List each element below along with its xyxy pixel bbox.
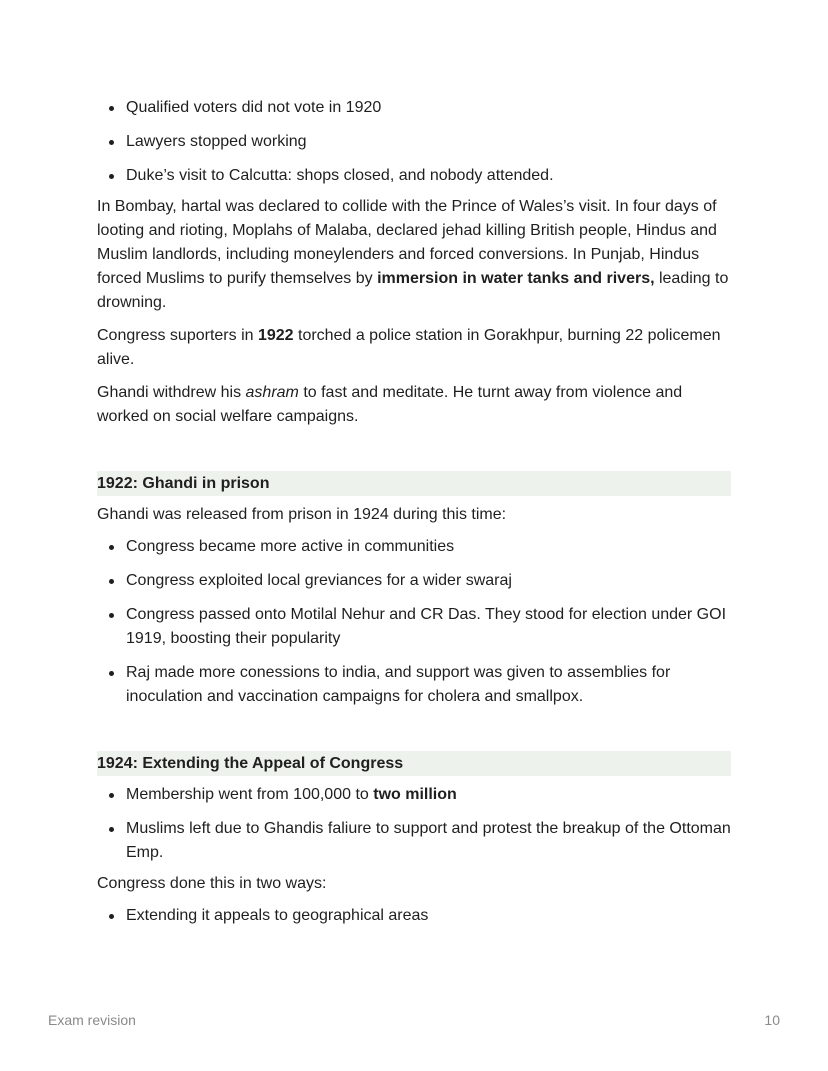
bold-text: two million <box>373 786 457 803</box>
bullet-list-appeal <box>97 783 731 865</box>
bullet-list-ways <box>97 904 731 928</box>
paragraph-gorakhpur <box>97 324 731 372</box>
list-item: Muslims left due to Ghandis faliure to support and protest the breakup of the Ottoman Emp. <box>97 817 731 865</box>
section-heading-appeal <box>97 751 731 776</box>
list-item: Congress exploited local greviances for a wider swaraj <box>97 569 731 593</box>
list-item: Raj made more conessions to india, and support was given to assemblies for inoculation and vaccination campaigns for cholera and smallpox. <box>97 661 731 709</box>
paragraph-prison-intro: Ghandi was released from prison in 1924 during this time: <box>97 506 507 523</box>
list-item: Congress became more active in communities <box>97 535 731 559</box>
paragraph-text: Congress suporters in <box>97 327 258 344</box>
list-item: Qualified voters did not vote in 1920 <box>97 96 731 120</box>
list-item: Congress passed onto Motilal Nehur and CR Das. They stood for election under GOI 1919, boosting their popularity <box>97 603 731 651</box>
paragraph-text: leading to drowning. <box>97 270 729 311</box>
paragraph-two-ways: Congress done this in two ways: <box>97 875 327 892</box>
italic-text: ashram <box>245 384 299 401</box>
paragraph-text: torched a police station in Gorakhpur, burning 22 policemen alive. <box>97 327 721 368</box>
bold-text: 1922 <box>257 327 294 344</box>
paragraph-text: In Bombay, hartal was declared to collide with the Prince of Wales’s visit. In four days of looting and rioting, Moplahs of Malaba, declared jehad killing British people, Hindus and Muslim landlords, including moneylenders and forced conversions. In Punjab, Hindus forced Muslims to purify themselves by <box>97 198 717 287</box>
heading-text: 1924: Extending the Appeal of Congress <box>97 755 404 772</box>
list-item: Extending it appeals to geographical areas <box>97 904 731 928</box>
bold-text: immersion in water tanks and rivers, <box>377 270 655 287</box>
heading-text: 1922: Ghandi in prison <box>97 475 270 492</box>
section-heading-prison <box>97 471 731 496</box>
list-item: Duke’s visit to Calcutta: shops closed, and nobody attended. <box>97 164 731 188</box>
bullet-list-boycott <box>97 96 731 188</box>
paragraph-bombay <box>97 195 731 315</box>
list-item: Lawyers stopped working <box>97 130 731 154</box>
paragraph-text: to fast and meditate. He turnt away from violence and worked on social welfare campaigns. <box>97 384 683 425</box>
paragraph-ashram <box>97 381 731 429</box>
bullet-list-prison <box>97 535 731 709</box>
document-body <box>97 96 731 938</box>
paragraph-text: Ghandi withdrew his <box>97 384 246 401</box>
page-number: 10 <box>764 1012 780 1028</box>
list-item <box>97 783 731 807</box>
footer-title: Exam revision <box>48 1012 136 1028</box>
list-item-text: Membership went from 100,000 to <box>126 786 374 803</box>
